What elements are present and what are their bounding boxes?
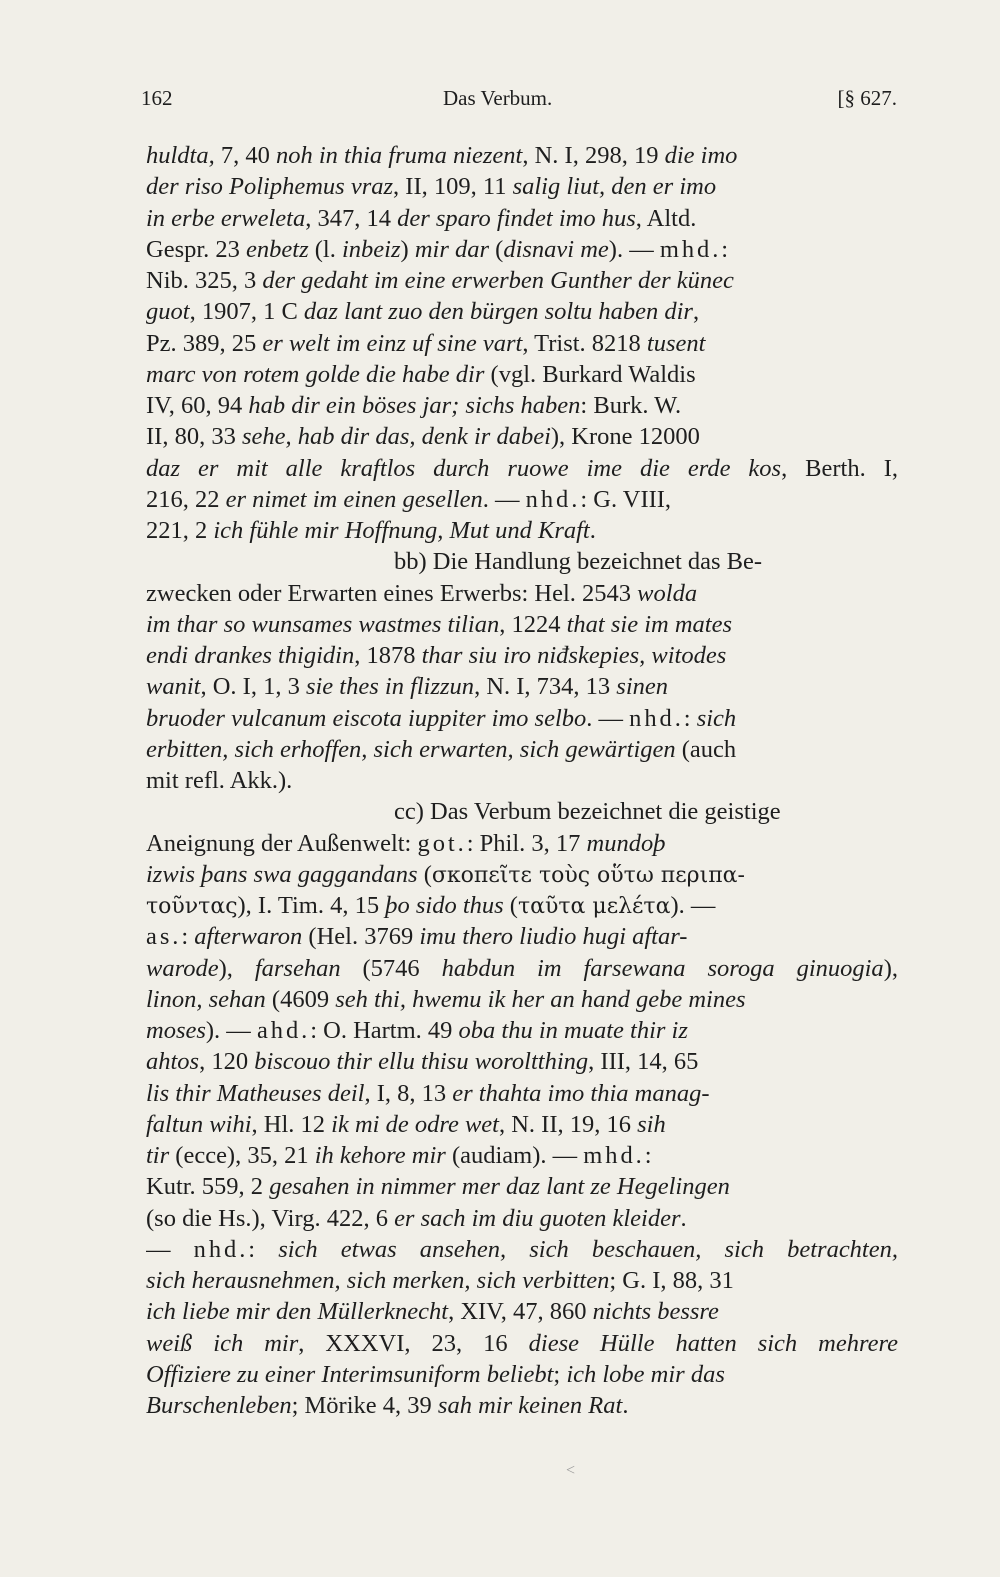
text-segment: sie thes in flizzun — [305, 673, 475, 701]
text-segment: mir dar — [414, 235, 490, 263]
text-segment: : O. Hartm. 49 — [310, 1017, 459, 1044]
text-segment: ih kehore mir — [314, 1142, 446, 1169]
text-segment: , Berth. I, — [781, 454, 898, 482]
text-segment: diese Hülle hatten sich mehrere — [528, 1329, 898, 1357]
text-segment: as. — [146, 923, 182, 951]
text-segment: IV, 60, 94 — [146, 392, 249, 419]
text-segment: , 1907, 1 C — [189, 298, 304, 326]
text-line — [146, 234, 898, 265]
text-segment: ), Krone 12000 — [550, 423, 700, 451]
text-line — [146, 171, 898, 202]
text-line — [146, 1109, 898, 1140]
text-segment: , XIV, 47, 860 — [448, 1298, 593, 1326]
text-segment: guot — [146, 298, 190, 326]
text-segment: seh thi, hwemu ik her an hand gebe mines — [335, 985, 746, 1013]
text-segment: marc von rotem golde die habe dir — [146, 360, 485, 388]
text-segment: afterwaron — [194, 923, 303, 951]
text-line — [146, 1265, 898, 1296]
text-segment: ; — [553, 1360, 567, 1388]
text-segment: II, 80, 33 — [146, 423, 242, 451]
body-text — [146, 140, 898, 1421]
text-segment: moses — [146, 1017, 206, 1044]
text-segment: zwecken oder Erwarten eines Erwerbs: Hel. 2543 — [146, 579, 638, 607]
text-segment: warode — [146, 954, 219, 982]
text-segment: ik mi de odre wet — [331, 1110, 499, 1138]
text-segment: . — [680, 1204, 687, 1232]
text-segment: sich etwas ansehen, sich beschauen, sich betrachten, — [278, 1235, 898, 1263]
text-line — [146, 203, 898, 234]
text-segment: noh in thia fruma niezent — [276, 142, 523, 169]
text-segment: ), — [883, 954, 898, 982]
text-segment: disnavi me — [503, 235, 609, 263]
text-line — [146, 1078, 898, 1109]
text-line — [146, 546, 898, 577]
text-segment: thar siu iro niđskepies, witodes — [421, 642, 727, 669]
running-header — [141, 86, 897, 122]
text-segment: , 1878 — [354, 642, 422, 669]
text-segment: sah mir keinen Rat — [437, 1392, 623, 1419]
text-segment: ( — [489, 235, 504, 263]
text-line — [146, 1171, 898, 1202]
text-segment: er nimet im einen gesellen — [225, 485, 483, 513]
text-segment: er sach im diu guoten kleider — [394, 1204, 681, 1232]
text-segment: (audiam). — — [445, 1142, 584, 1169]
page-number: 162 — [141, 86, 173, 110]
text-segment: ), — [218, 954, 255, 982]
text-segment: , Altd. — [635, 204, 697, 232]
text-line — [146, 1390, 898, 1421]
text-segment: ). — — [608, 235, 660, 263]
text-segment: erbitten, sich erhoffen, sich erwarten, sich gewärtigen — [146, 735, 676, 763]
text-segment: nhd. — [525, 485, 581, 513]
text-segment: oba thu in muate thir iz — [458, 1017, 688, 1044]
text-segment: 7, 40 — [214, 142, 276, 169]
text-segment: weiß ich mir — [146, 1329, 299, 1357]
text-segment: (5746 — [340, 954, 442, 982]
text-segment: ). — — [205, 1017, 257, 1044]
text-line — [146, 859, 898, 890]
text-segment: (vgl. Burkard Waldis — [484, 360, 696, 388]
text-line — [146, 765, 898, 796]
text-segment: ich liebe mir den Müllerknecht — [146, 1298, 449, 1326]
text-segment: endi drankes thigidin — [146, 642, 355, 669]
text-segment: salig liut, den er imo — [512, 173, 717, 201]
text-line — [146, 609, 898, 640]
text-segment: ich fühle mir Hoffnung, Mut und Kraft — [213, 517, 590, 544]
text-segment: ; Mörike 4, 39 — [291, 1392, 438, 1419]
text-segment: wolda — [637, 579, 698, 607]
text-segment: linon, sehan — [146, 985, 266, 1013]
text-segment: imu thero liudio hugi aftar- — [419, 923, 688, 951]
text-segment: ahd. — [256, 1017, 311, 1044]
text-segment: er thahta imo thia manag- — [452, 1079, 710, 1107]
text-segment: sinen — [616, 673, 669, 701]
text-line — [146, 140, 898, 171]
running-title: Das Verbum. — [443, 86, 553, 110]
text-segment: Offiziere zu einer Interimsuniform beliebt — [146, 1360, 554, 1388]
text-segment: (l. — [308, 235, 342, 263]
text-segment: Nib. 325, 3 — [146, 267, 263, 294]
text-line — [146, 1359, 898, 1390]
text-line — [146, 453, 898, 484]
section-number: [§ 627. — [837, 86, 897, 110]
text-segment: 221, 2 — [146, 517, 214, 544]
text-segment: hab dir ein böses jar; sichs haben — [248, 392, 581, 419]
text-segment: , 120 — [199, 1048, 255, 1076]
text-segment: mhd. — [659, 235, 722, 263]
text-segment: Kutr. 559, 2 — [146, 1173, 270, 1201]
text-segment: þo sido thus — [385, 892, 504, 919]
text-line — [146, 953, 898, 984]
text-line — [146, 515, 898, 546]
text-segment: : G. VIII, — [580, 485, 672, 513]
text-segment: faltun wihi — [146, 1110, 252, 1138]
text-segment: . — — [586, 704, 630, 732]
text-segment: (so die Hs.), Virg. 422, 6 — [146, 1204, 395, 1232]
text-segment: der sparo findet imo hus — [397, 204, 636, 232]
text-segment: , II, 109, 11 — [393, 173, 513, 201]
text-segment: : Phil. 3, 17 — [466, 829, 587, 857]
text-line — [146, 734, 898, 765]
text-segment: Aneignung der Außenwelt: — [146, 829, 418, 857]
text-segment: daz er mit alle kraftlos durch ruowe ime die erde kos — [146, 454, 782, 482]
text-line — [146, 1046, 898, 1077]
text-segment: nhd. — [629, 704, 684, 732]
text-segment: , N. I, 734, 13 — [474, 673, 617, 701]
text-segment: lis thir Matheuses deil — [146, 1079, 365, 1107]
text-segment: (4609 — [265, 985, 336, 1013]
text-segment: ) — [400, 235, 415, 263]
text-line — [146, 828, 898, 859]
text-segment: izwis þans swa gaggandans — [146, 860, 418, 888]
text-segment: daz lant zuo den bürgen soltu haben dir — [303, 298, 693, 326]
text-segment: , — [692, 298, 700, 326]
text-segment: nhd. — [193, 1235, 249, 1263]
text-segment: mundoþ — [586, 829, 666, 857]
text-segment: die imo — [664, 142, 738, 169]
text-line — [146, 796, 898, 827]
text-line — [146, 359, 898, 390]
text-line — [146, 390, 898, 421]
text-segment: wanit — [146, 673, 201, 701]
text-segment: sich — [696, 704, 737, 732]
text-segment: : — [181, 923, 195, 951]
text-line — [146, 1203, 898, 1234]
text-segment: der gedaht im eine erwerben Gunther der künec — [262, 267, 734, 294]
text-segment: . — — [482, 485, 526, 513]
text-line — [146, 1015, 898, 1046]
text-segment: , III, 14, 65 — [588, 1048, 699, 1076]
text-segment: er welt im einz uf sine vart — [262, 329, 523, 357]
text-line — [146, 1328, 898, 1359]
text-segment: ahtos — [146, 1048, 200, 1076]
text-segment: ( — [417, 860, 432, 888]
text-segment: . — [589, 517, 596, 544]
text-line — [146, 703, 898, 734]
text-segment: , 1224 — [499, 610, 567, 638]
text-line — [146, 921, 898, 952]
text-segment: bruoder vulcanum eiscota iuppiter imo selbo — [146, 704, 587, 732]
text-segment: : — [248, 1235, 279, 1263]
text-segment: , I, 8, 13 — [364, 1079, 453, 1107]
text-segment: (ecce), 35, 21 — [169, 1142, 315, 1169]
text-segment: im thar so wunsames wastmes tilian — [146, 610, 500, 638]
text-line — [146, 984, 898, 1015]
text-line — [146, 265, 898, 296]
text-segment: τοῦντας — [146, 894, 238, 919]
text-line — [146, 328, 898, 359]
text-segment: Pz. 389, 25 — [146, 329, 263, 357]
text-segment: — — [146, 1235, 194, 1263]
text-line — [146, 1140, 898, 1171]
text-segment: bb) Die Handlung bezeichnet das Be- — [394, 548, 763, 576]
text-segment: ( — [503, 892, 518, 919]
text-segment: 216, 22 — [146, 485, 226, 513]
text-segment: nichts bessre — [592, 1298, 719, 1326]
text-line — [146, 671, 898, 702]
text-segment: : — [683, 704, 697, 732]
text-segment: tir — [146, 1142, 170, 1169]
text-segment: . — [622, 1392, 629, 1419]
text-segment: sich herausnehmen, sich merken, sich verbitten — [146, 1267, 610, 1294]
text-segment: σκοπεῖτε τοὺς οὕτω περιπα- — [431, 862, 745, 888]
text-line — [146, 296, 898, 327]
text-segment: biscouo thir ellu thisu woroltthing — [254, 1048, 589, 1076]
text-segment: : Burk. W. — [580, 392, 682, 419]
footer-mark: < — [566, 1462, 576, 1479]
text-segment: , N. I, 298, 19 — [522, 142, 665, 169]
text-segment: got. — [417, 829, 467, 857]
text-segment: : — [644, 1142, 652, 1169]
text-segment: farsehan — [254, 954, 341, 982]
text-segment: enbetz — [246, 235, 309, 263]
text-segment: , XXXVI, 23, 16 — [298, 1329, 529, 1357]
text-segment: in erbe erweleta — [146, 204, 306, 232]
text-segment: , O. I, 1, 3 — [200, 673, 306, 701]
text-segment: mhd. — [583, 1142, 645, 1169]
text-segment: sih — [637, 1110, 666, 1138]
text-segment: habdun im farsewana soroga ginuogia — [441, 954, 884, 982]
text-line — [146, 578, 898, 609]
text-segment: , 347, 14 — [305, 204, 398, 232]
text-segment: Burschenleben — [146, 1392, 292, 1419]
text-segment: tusent — [646, 329, 706, 357]
text-segment: huldta, — [146, 142, 215, 169]
text-line — [146, 1234, 898, 1265]
text-segment: ). — — [670, 892, 716, 919]
text-line — [146, 890, 898, 921]
text-segment: ich lobe mir das — [566, 1360, 725, 1388]
text-segment: (auch — [675, 735, 737, 763]
text-segment: sehe, hab dir das, denk ir dabei — [241, 423, 551, 451]
text-segment: (Hel. 3769 — [302, 923, 420, 951]
text-line — [146, 484, 898, 515]
text-segment: , Trist. 8218 — [522, 329, 647, 357]
text-segment: der riso Poliphemus vraz — [146, 173, 394, 201]
text-segment: inbeiz — [341, 235, 401, 263]
text-line — [146, 1296, 898, 1327]
text-segment: : — [721, 235, 729, 263]
text-segment: , Hl. 12 — [251, 1110, 332, 1138]
text-line — [146, 421, 898, 452]
text-segment: ταῦτα μελέτα — [517, 894, 671, 919]
text-segment: ), I. Tim. 4, 15 — [237, 892, 386, 919]
text-line — [146, 640, 898, 671]
text-segment: Gespr. 23 — [146, 235, 247, 263]
text-segment: gesahen in nimmer mer daz lant ze Hegelingen — [269, 1173, 730, 1201]
text-segment: mit refl. Akk.). — [146, 767, 293, 794]
text-segment: cc) Das Verbum bezeichnet die geistige — [394, 798, 781, 826]
text-segment: that sie im mates — [566, 610, 732, 638]
text-segment: ; G. I, 88, 31 — [609, 1267, 734, 1294]
text-segment: , N. II, 19, 16 — [498, 1110, 638, 1138]
